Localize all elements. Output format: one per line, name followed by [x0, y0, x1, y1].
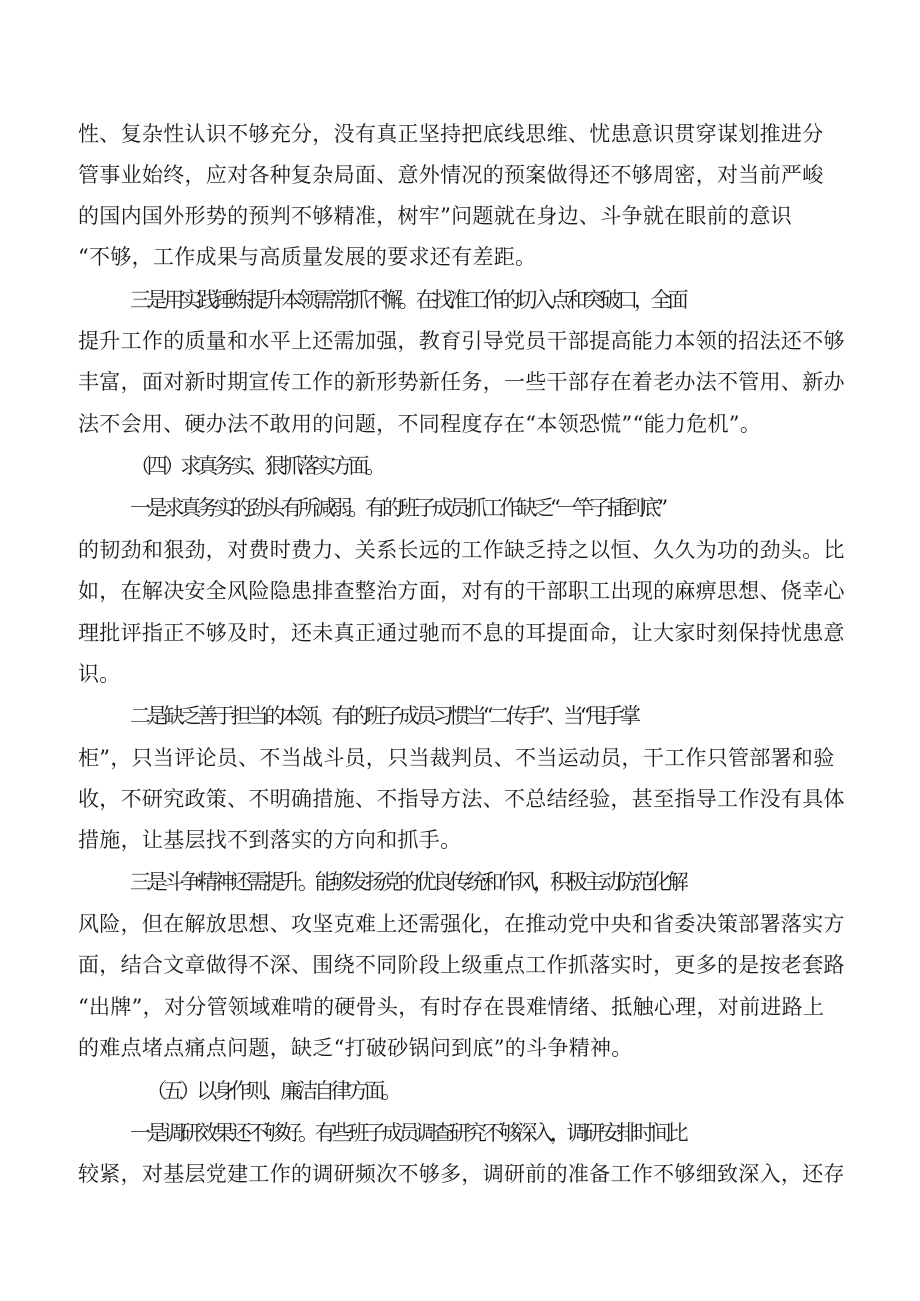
text-line: 丰富，面对新时期宣传工作的新形势新任务，一些干部存在着老办法不管用、新办 — [78, 370, 845, 394]
paragraph-start: 一是求真务实的劲头有所减弱。有的班子成员抓工作缺乏“一竿子插到底” — [130, 496, 664, 520]
text-line: 收，不研究政策、不明确措施、不指导方法、不总结经验，甚至指导工作没有具体 — [78, 787, 845, 811]
text-line: 风险，但在解放思想、攻坚克难上还需强化，在推动党中央和省委决策部署落实方 — [78, 912, 845, 936]
text-line: 的韧劲和狠劲，对费时费力、关系长远的工作缺乏持之以恒、久久为功的劲头。比 — [78, 538, 845, 562]
text-line: “不够，工作成果与高质量发展的要求还有差距。 — [78, 245, 537, 269]
text-line: 较紧，对基层党建工作的调研频次不够多，调研前的准备工作不够细致深入，还存 — [78, 1162, 845, 1186]
text-line: 的难点堵点痛点问题，缺乏“打破砂锅问到底”的斗争精神。 — [78, 1036, 633, 1060]
text-line: 提升工作的质量和水平上还需加强，教育引导党员干部提高能力本领的招法还不够 — [78, 329, 845, 353]
text-line: 识。 — [78, 662, 121, 686]
text-line: 面，结合文章做得不深、围绕不同阶段上级重点工作抓落实时，更多的是按老套路 — [78, 953, 845, 977]
paragraph-start: 三是斗争精神还需提升。能够发扬党的优良传统和作风，积极主动防范化解 — [130, 870, 685, 894]
text-line: 的国内国外形势的预判不够精准，树牢”问题就在身边、斗争就在眼前的意识 — [78, 204, 792, 228]
text-line: 如，在解决安全风险隐患排查整治方面，对有的干部职工出现的麻痹思想、侥幸心 — [78, 579, 845, 603]
section-heading: （五）以身作则、廉洁自律方面。 — [146, 1079, 398, 1103]
text-line: 柜”，只当评论员、不当战斗员，只当裁判员、不当运动员，干工作只管部署和验 — [78, 746, 835, 770]
section-heading: （四）求真务实、狠抓落实方面。 — [130, 454, 382, 478]
text-line: 措施，让基层找不到落实的方向和抓手。 — [78, 828, 462, 852]
paragraph-start: 二是缺乏善于担当的本领。有的班子成员习惯当“二传手”、当“甩手掌 — [130, 704, 637, 728]
paragraph-start: 三是用实践锤炼提升本领需常抓不懈。在找准工作的切入点和突破口，全面 — [130, 288, 685, 312]
text-line: 法不会用、硬办法不敢用的问题，不同程度存在“本领恐慌”“能力危机”。 — [78, 412, 762, 436]
text-line: 性、复杂性认识不够充分，没有真正坚持把底线思维、忧患意识贯穿谋划推进分 — [78, 122, 824, 146]
text-line: 管事业始终，应对各种复杂局面、意外情况的预案做得还不够周密，对当前严峻 — [78, 163, 824, 187]
paragraph-start: 一是调研效果还不够好。有些班子成员调查研究不够深入，调研安排时间比 — [130, 1121, 685, 1145]
text-line: “出牌”，对分管领域难啃的硬骨头，有时存在畏难情绪、抵触心理，对前进路上 — [78, 995, 825, 1019]
text-line: 理批评指正不够及时，还未真正通过驰而不息的耳提面命，让大家时刻保持忧患意 — [78, 621, 845, 645]
